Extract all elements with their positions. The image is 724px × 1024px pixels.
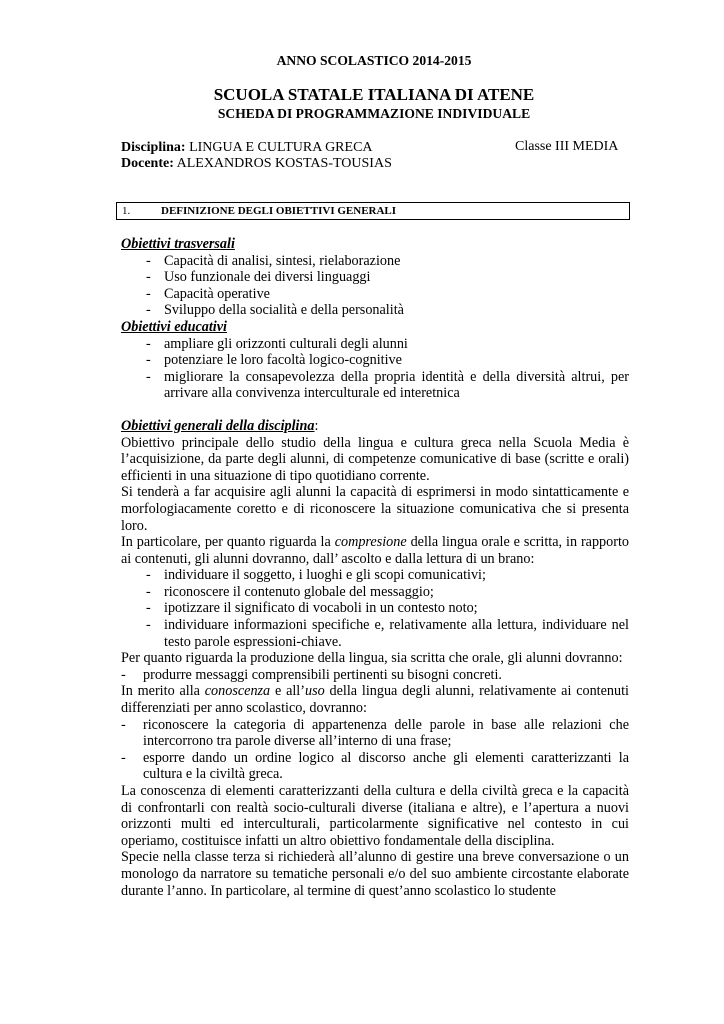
list-item: - Sviluppo della socialità e della personalità — [121, 302, 629, 319]
section-header — [116, 202, 630, 220]
list-item: - ipotizzare il significato di vocaboli in un contesto noto; — [121, 600, 629, 617]
paragraph: La conoscenza di elementi caratterizzanti della cultura e della civiltà greca e la capacità di confrontarli con realtà socio-culturali diverse (italiana e altre), e l’apertura a nuovi orizzonti multi ed interculturali, particolarmente significative nel contesto in cui operiamo, costituisce infatti un altro obiettivo fondamentale della disciplina. — [121, 783, 629, 849]
document-title: SCHEDA DI PROGRAMMAZIONE INDIVIDUALE — [217, 106, 531, 121]
emphasis: conoscenza — [204, 683, 271, 700]
section-title: DEFINIZIONE DEGLI OBIETTIVI GENERALI — [161, 205, 397, 217]
list-item: - produrre messaggi comprensibili pertinenti su bisogni concreti. — [121, 667, 629, 684]
list-item: - ampliare gli orizzonti culturali degli alunni — [121, 336, 629, 353]
paragraph: Obiettivo principale dello studio della lingua e cultura greca nella Scuola Media è l’acquisizione, da parte degli alunni, di competenze comunicative di base (scritte e orali) efficienti in una situazione di tipo quotidiano corrente. — [121, 434, 629, 484]
docente-label: Docente: — [121, 156, 174, 171]
educativi-heading: Obiettivi educativi — [121, 318, 227, 335]
emphasis: uso — [304, 683, 325, 700]
disciplina-value: LINGUA E CULTURA GRECA — [185, 140, 373, 155]
conoscenza-list — [121, 717, 629, 783]
comprensione-list — [121, 567, 629, 650]
trasversali-heading: Obiettivi trasversali — [121, 236, 235, 252]
classe-label: Classe III MEDIA — [515, 139, 619, 154]
paragraph: Per quanto riguarda la produzione della lingua, sia scritta che orale, gli alunni dovranno: — [121, 650, 623, 667]
disciplina-line — [121, 139, 373, 156]
list-item: - riconoscere il contenuto globale del messaggio; — [121, 584, 629, 601]
disciplina-label: Disciplina: — [121, 140, 186, 155]
paragraph — [121, 683, 629, 716]
paragraph: Specie nella classe terza si richiederà all’alunno di gestire una breve conversazione o un monologo da narratore su tematiche personali e/o del suo ambiente circostante elaborate durante l’anno. In particolare, al termine di quest’anno scolastico lo studente — [121, 849, 629, 899]
list-item: - Capacità operative — [121, 286, 629, 303]
list-item: - riconoscere la categoria di appartenenza delle parole in base alle relazioni che intercorrono tra parole diverse all’interno di una frase; — [121, 717, 629, 750]
educativi-list — [121, 336, 629, 402]
generali-heading-colon: : — [314, 417, 319, 434]
trasversali-list — [121, 253, 629, 319]
school-name: SCUOLA STATALE ITALIANA DI ATENE — [213, 85, 535, 104]
document-body — [121, 236, 629, 899]
emphasis: compresione — [334, 534, 407, 551]
list-item: - Uso funzionale dei diversi linguaggi — [121, 269, 629, 286]
docente-line — [121, 155, 392, 172]
list-item: - esporre dando un ordine logico al discorso anche gli elementi caratterizzanti la cultura e la civiltà greca. — [121, 750, 629, 783]
text-run: In particolare, per quanto riguarda la — [121, 534, 335, 551]
list-item: - potenziare le loro facoltà logico-cognitive — [121, 352, 629, 369]
produzione-list — [121, 667, 629, 684]
text-run: della lingua orale e scritta, in rapporto ai contenuti, gli alunni dovranno, dall’ ascolto e dalla lettura di un brano: — [121, 534, 630, 567]
text-run: In merito alla — [121, 683, 205, 700]
list-item: - individuare il soggetto, i luoghi e gli scopi comunicativi; — [121, 567, 629, 584]
generali-heading-line — [121, 418, 629, 435]
text-run: e all’ — [270, 683, 305, 700]
generali-heading: Obiettivi generali della disciplina — [121, 417, 315, 434]
docente-value: ALEXANDROS KOSTAS-TOUSIAS — [173, 156, 392, 171]
list-item: - migliorare la consapevolezza della propria identità e della diversità altrui, per arrivare alla convivenza interculturale ed interetnica — [121, 369, 629, 402]
school-year: ANNO SCOLASTICO 2014-2015 — [276, 53, 472, 68]
list-item: - individuare informazioni specifiche e, relativamente alla lettura, individuare nel testo parole espressioni-chiave. — [121, 617, 629, 650]
paragraph — [121, 534, 629, 567]
list-item: - Capacità di analisi, sintesi, rielaborazione — [121, 253, 629, 270]
section-number: 1. — [122, 205, 131, 217]
text-run: della lingua degli alunni, relativamente ai contenuti differenziati per anno scolastico, dovranno: — [121, 683, 629, 717]
paragraph: Si tenderà a far acquisire agli alunni la capacità di esprimersi in modo sintatticamente e morfologiacamente coretto e di riconoscere la situazione comunicativa che si presenta loro. — [121, 484, 629, 534]
